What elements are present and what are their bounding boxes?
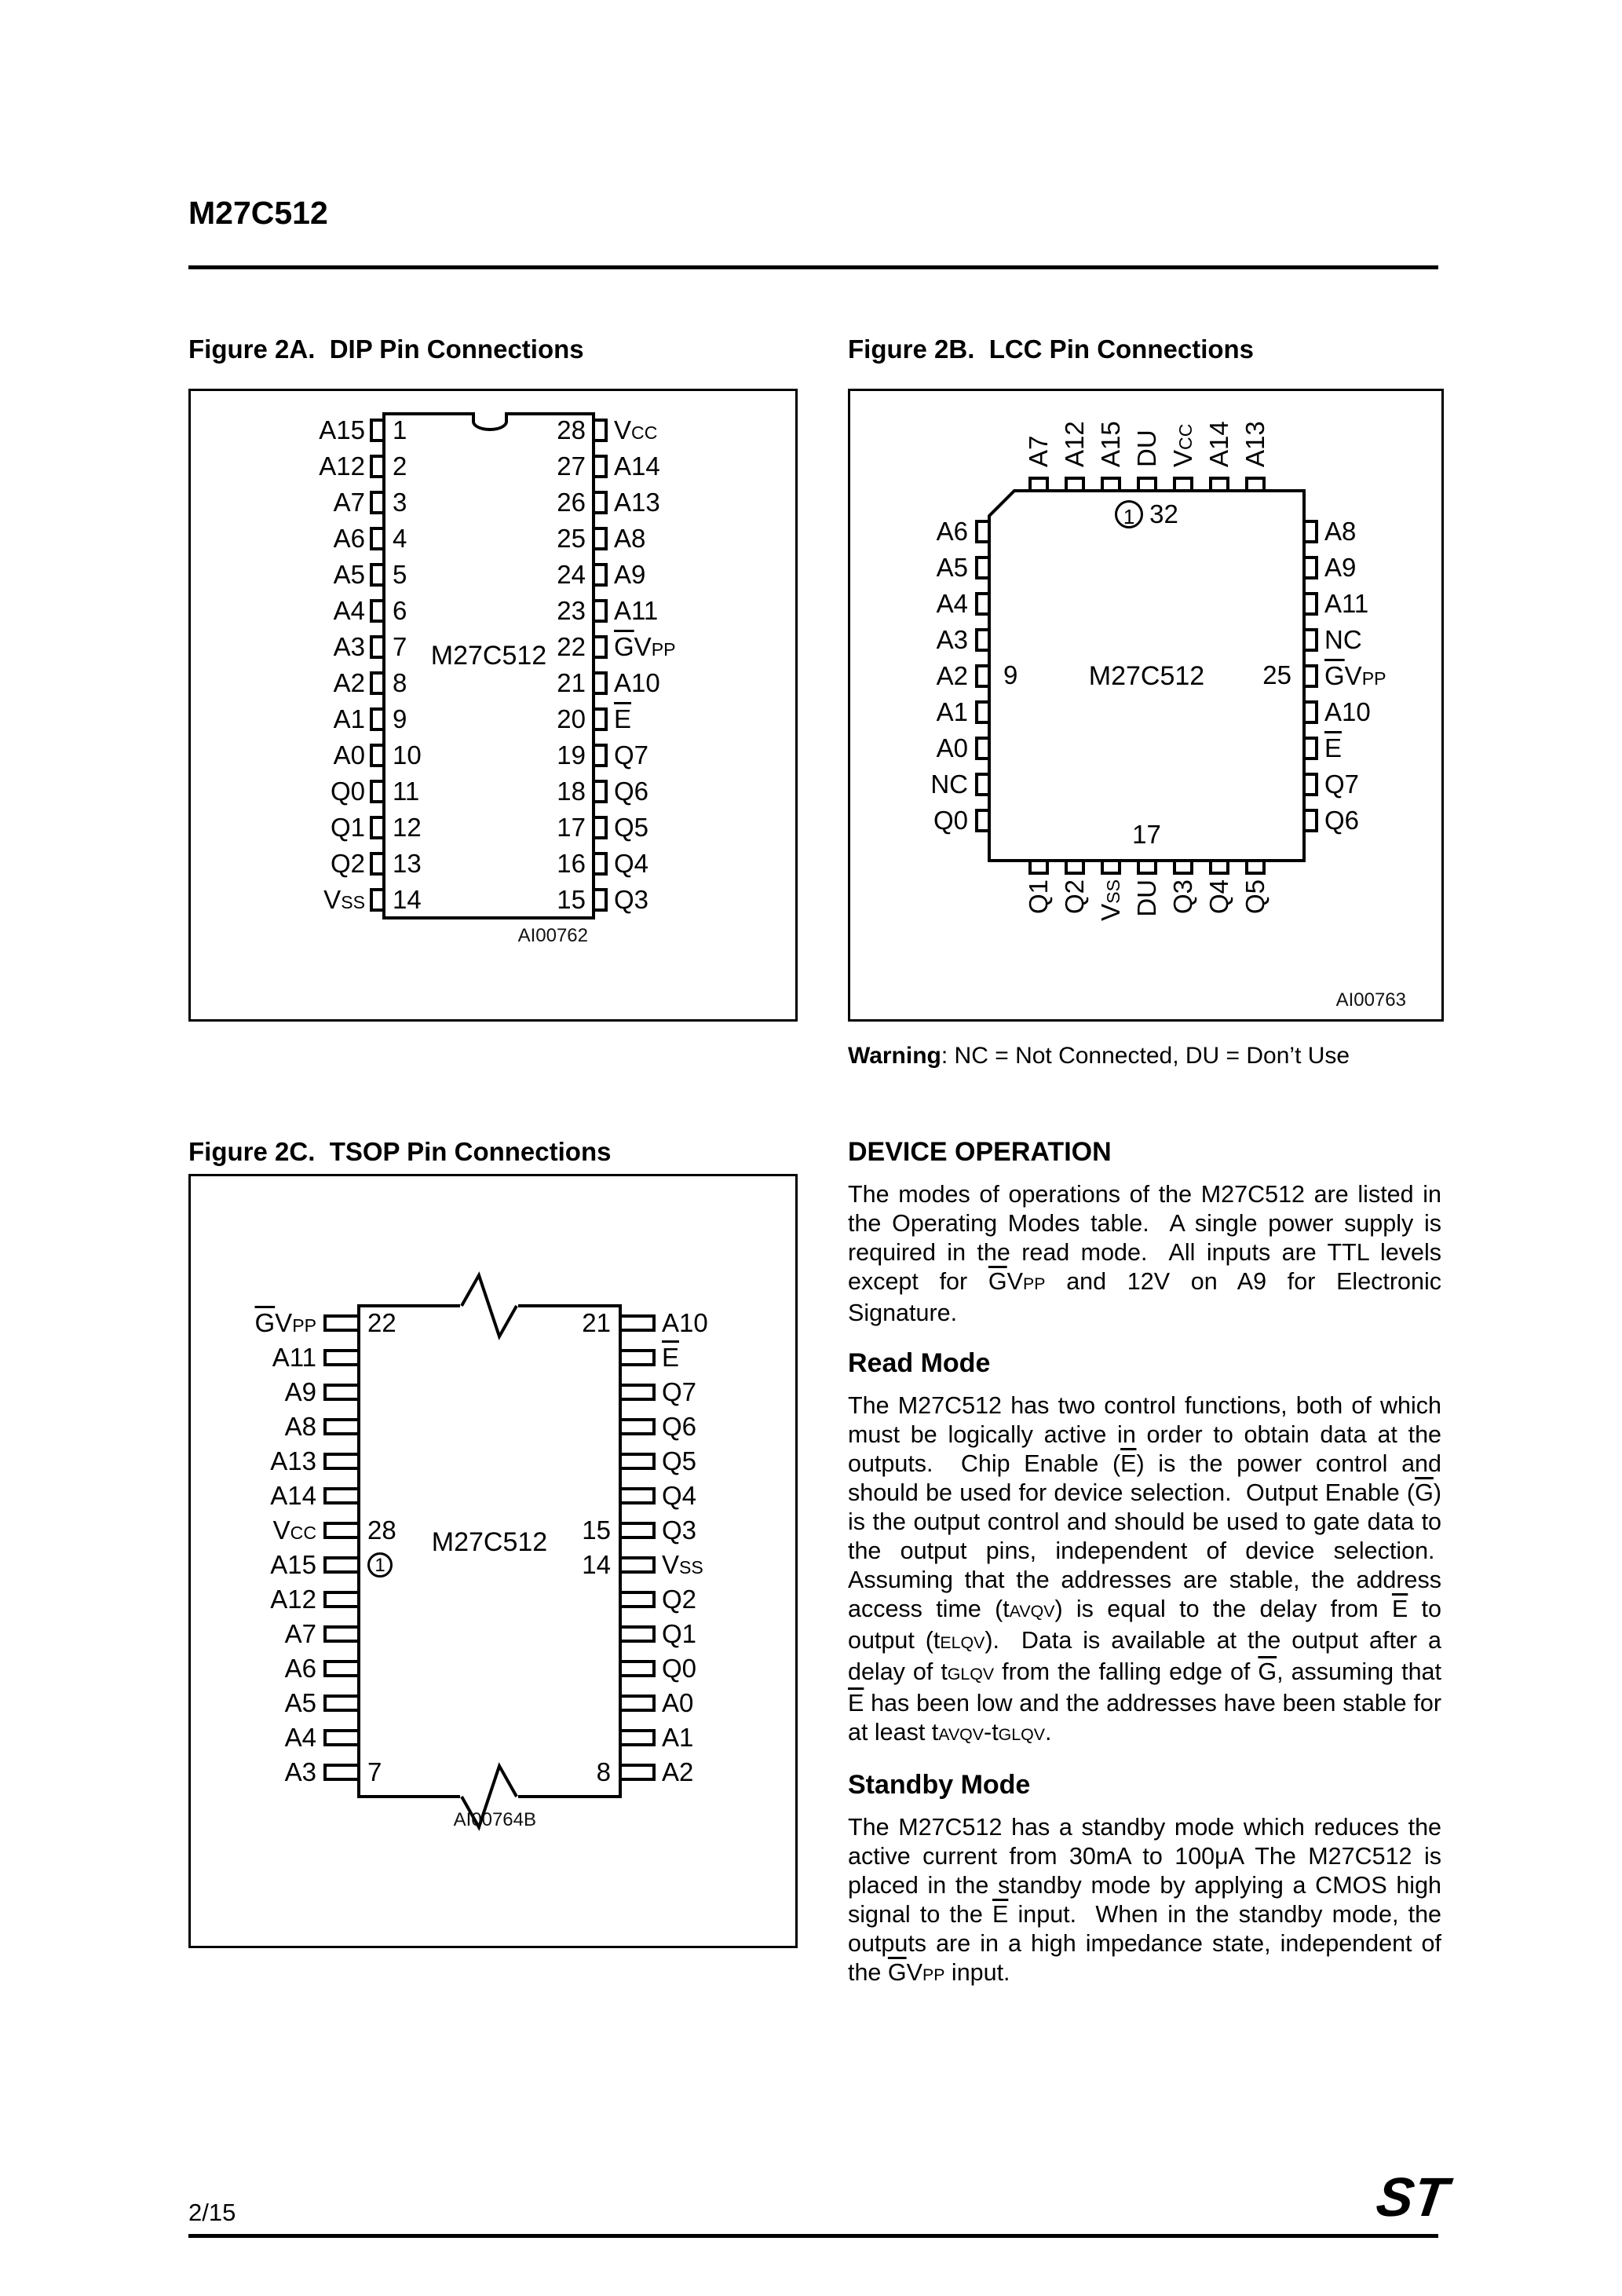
pin-label: Q7 <box>662 1377 697 1406</box>
pin-label: Q5 <box>1240 879 1269 915</box>
tsop-chip-name: M27C512 <box>431 1527 548 1557</box>
fig2c-caption: AI00764B <box>453 1809 536 1830</box>
pin-label: $\overline{G}VPP$ <box>1324 660 1386 690</box>
pin-stub-icon <box>595 635 608 659</box>
pin-label: Q0 <box>330 777 365 806</box>
pin-label: A11 <box>1324 588 1369 618</box>
pin-stub-icon <box>595 816 608 839</box>
pin-stub-icon <box>370 491 382 514</box>
pin-stub-icon <box>595 491 608 514</box>
pin-number: 26 <box>557 488 586 517</box>
warning-note: Warning: NC = Not Connected, DU = Don’t Use <box>848 1043 1350 1069</box>
pin-label: $\overline{G}VPP$ <box>614 632 676 661</box>
pin-stub-icon <box>1245 862 1266 875</box>
pin-label: Q6 <box>662 1412 697 1441</box>
dip-pin-row <box>191 412 795 448</box>
pin-number: 15 <box>557 885 586 914</box>
pin-label: Q2 <box>1059 879 1089 915</box>
svg-text:ST: ST <box>1372 2166 1452 2228</box>
pin-stub-icon <box>622 1660 656 1677</box>
pin-stub-icon <box>622 1729 656 1746</box>
pin-number <box>564 1720 611 1755</box>
pin-stub-icon <box>323 1591 357 1608</box>
pin-stub-icon <box>1245 477 1266 489</box>
pin-number: 19 <box>557 740 586 770</box>
pin-stub-icon <box>370 888 382 912</box>
pin-stub-icon <box>323 1625 357 1643</box>
section-heading: DEVICE OPERATION <box>848 1137 1112 1167</box>
pin-number: 5 <box>393 560 407 589</box>
pin-stub-icon <box>622 1384 656 1401</box>
pin-number <box>564 1409 611 1444</box>
pin-stub-icon <box>595 599 608 623</box>
pin-stub-icon <box>595 455 608 478</box>
pin-stub-icon <box>622 1349 656 1366</box>
pin-stub-icon <box>595 527 608 550</box>
pin-stub-icon <box>370 816 382 839</box>
pin-label: A13 <box>614 488 660 517</box>
pin-stub-icon <box>595 780 608 803</box>
fig2b-lcc-diagram <box>848 389 1444 1022</box>
pin-label: A1 <box>333 704 365 733</box>
pin-label: Q2 <box>662 1585 697 1614</box>
pin-label: A15 <box>1095 421 1125 467</box>
pin-label: VCC <box>272 1515 316 1545</box>
pin-label: Q1 <box>1023 879 1053 915</box>
pin-label: VCC <box>614 415 658 444</box>
st-logo <box>1369 2164 1452 2230</box>
pin-stub-icon <box>1209 862 1229 875</box>
pin-number: 13 <box>393 849 422 878</box>
pin-stub-icon <box>370 671 382 695</box>
pin-stub-icon <box>595 707 608 731</box>
pin-label: A15 <box>319 415 365 444</box>
pin-label: A7 <box>284 1619 316 1648</box>
pin-label: VSS <box>662 1550 703 1579</box>
pin-label: A4 <box>936 588 968 618</box>
pin-label: A10 <box>1324 696 1371 726</box>
pin-number <box>564 1651 611 1686</box>
fig2a-caption: AI00762 <box>517 925 588 946</box>
pin-label: Q2 <box>330 849 365 878</box>
pin-stub-icon <box>622 1625 656 1643</box>
pin-number <box>367 1409 430 1444</box>
pin-label: Q6 <box>614 777 649 806</box>
pin-number: 12 <box>393 813 422 842</box>
tsop-pin-row <box>191 1409 795 1444</box>
pin-number: 16 <box>557 849 586 878</box>
pin-label: A7 <box>1023 435 1053 467</box>
pin-number <box>367 1720 430 1755</box>
pin-stub-icon <box>622 1487 656 1504</box>
pin-number: 7 <box>367 1757 382 1786</box>
pin-stub-icon <box>622 1764 656 1781</box>
pin-label: A12 <box>1059 421 1089 467</box>
pin-stub-icon <box>595 419 608 442</box>
pin-stub-icon <box>1306 773 1318 796</box>
pin-stub-icon <box>323 1487 357 1504</box>
pin-stub-icon <box>323 1314 357 1332</box>
fig2b-caption: AI00763 <box>1335 989 1406 1011</box>
lcc-pin1-marker <box>988 499 1306 529</box>
pin-number <box>564 1444 611 1479</box>
pin-stub-icon <box>622 1453 656 1470</box>
pin-label: A3 <box>936 624 968 654</box>
pin-stub-icon <box>370 635 382 659</box>
tsop-pin-row <box>191 1340 795 1375</box>
pin-stub-icon <box>622 1591 656 1608</box>
pin-stub-icon <box>975 592 988 616</box>
dip-pin-row <box>191 448 795 484</box>
body-paragraph: The modes of operations of the M27C512 are listed in the Operating Modes table. A single power supply is required in the read mode. All inputs are TTL levels except for $\overline{G}VPP$ and 12V on A9 for Electronic Signature. <box>848 1181 1442 1326</box>
pin-label: VCC <box>1167 423 1197 467</box>
pin-label: Q5 <box>662 1446 697 1475</box>
header-rule <box>188 265 1438 269</box>
lcc-pin9-number: 9 <box>1003 660 1018 689</box>
pin-number: 6 <box>393 596 407 625</box>
pin-label: Q4 <box>1204 879 1233 915</box>
pin-number <box>367 1479 430 1513</box>
pin-label: A12 <box>319 452 365 481</box>
pin-stub-icon <box>975 773 988 796</box>
tsop-pin-row <box>191 1617 795 1651</box>
pin-label: Q4 <box>614 849 649 878</box>
pin-stub-icon <box>323 1556 357 1574</box>
pin-number <box>367 1617 430 1651</box>
pin-label: Q0 <box>933 805 968 835</box>
footer-rule <box>188 2234 1438 2238</box>
pin-stub-icon <box>323 1418 357 1435</box>
pin-label: A8 <box>1324 516 1357 546</box>
pin-label: A9 <box>614 560 646 589</box>
pin-stub-icon <box>595 852 608 876</box>
pin-label: A7 <box>333 488 365 517</box>
pin-number: 22 <box>367 1308 396 1337</box>
pin-stub-icon <box>595 888 608 912</box>
pin-label: A11 <box>614 596 659 625</box>
pin-label: A4 <box>284 1723 316 1752</box>
dip-pin-row <box>191 521 795 557</box>
pin-label: Q3 <box>662 1515 697 1545</box>
pin-label: A2 <box>662 1757 694 1786</box>
pin-label: $\overline{E}$ <box>1324 733 1343 762</box>
pin-stub-icon <box>1306 592 1318 616</box>
pin-label: A9 <box>1324 552 1357 582</box>
fig2a-dip-diagram <box>188 389 798 1022</box>
pin-label: A1 <box>936 696 968 726</box>
dip-pin-row <box>191 773 795 810</box>
dip-pin-row <box>191 701 795 737</box>
doc-title: M27C512 <box>188 195 328 231</box>
pin-stub-icon <box>323 1729 357 1746</box>
pin-number: 21 <box>582 1308 611 1337</box>
pin-label: A13 <box>1240 421 1269 467</box>
pin-stub-icon <box>1306 737 1318 760</box>
pin-number <box>367 1582 430 1617</box>
pin-number <box>564 1340 611 1375</box>
pin-stub-icon <box>622 1522 656 1539</box>
pin-number: 15 <box>582 1515 611 1545</box>
pin-number: 21 <box>557 668 586 697</box>
pin-number: 24 <box>557 560 586 589</box>
pin-label: VSS <box>1095 879 1125 921</box>
pin-stub-icon <box>1137 862 1157 875</box>
dip-pin-row <box>191 593 795 629</box>
pin-label: Q3 <box>614 885 649 914</box>
pin-stub-icon <box>1306 556 1318 579</box>
pin-number <box>564 1375 611 1409</box>
pin-stub-icon <box>622 1556 656 1574</box>
pin-number: 7 <box>393 632 407 661</box>
lcc-pin32-number: 32 <box>1149 499 1178 528</box>
pin-label: A8 <box>614 524 646 553</box>
pin-number: 28 <box>557 415 586 444</box>
tsop-pin-row <box>191 1306 795 1340</box>
tsop-pin-row <box>191 1755 795 1790</box>
pin-label: Q3 <box>1167 879 1197 915</box>
pin-stub-icon <box>975 520 988 543</box>
section-heading: Standby Mode <box>848 1770 1031 1800</box>
pin-label: A15 <box>270 1550 316 1579</box>
section-heading: Read Mode <box>848 1348 991 1378</box>
pin-label: Q1 <box>330 813 365 842</box>
tsop-pin-row <box>191 1444 795 1479</box>
pin-stub-icon <box>370 780 382 803</box>
pin-label: A1 <box>662 1723 694 1752</box>
pin-stub-icon <box>1306 700 1318 724</box>
dip-pin-row <box>191 557 795 593</box>
pin-label: VSS <box>323 885 365 914</box>
pin-number <box>564 1686 611 1720</box>
pin-label: A6 <box>284 1654 316 1683</box>
pin-stub-icon <box>370 563 382 587</box>
body-paragraph: The M27C512 has two control functions, both of which must be logically active in order to obtain data at the outputs. Chip Enable $(\overline{E})$ is the power control and should be used for device selection. Output Enable $(\overline{G})$ is the output control and should be used to gate data to the output pins, independent of device selection. Assuming that the addresses are stable, the address access time (tAVQV) is equal to the delay from $\overline{E}$ to output (tELQV). Data is available at the output after a delay of tGLQV from the falling edge of $\overline{G}$, assuming that $\overline{E}$ has been low and the addresses have been stable for at least tAVQV-tGLQV. <box>848 1392 1441 1746</box>
pin-stub-icon <box>1028 477 1049 489</box>
pin-stub-icon <box>1306 809 1318 832</box>
pin-stub-icon <box>370 852 382 876</box>
pin-label: A0 <box>333 740 365 770</box>
pin-number <box>367 1340 430 1375</box>
fig2c-title: Figure 2C. TSOP Pin Connections <box>188 1137 612 1166</box>
pin-label: Q4 <box>662 1481 697 1510</box>
fig2c-tsop-diagram <box>188 1174 798 1948</box>
pin-label: A4 <box>333 596 365 625</box>
pin-label: A5 <box>333 560 365 589</box>
pin-number: 11 <box>393 777 420 806</box>
dip-pin-row <box>191 737 795 773</box>
pin-stub-icon <box>323 1349 357 1366</box>
tsop-pin-row <box>191 1479 795 1513</box>
pin-number <box>564 1582 611 1617</box>
tsop-pin-row <box>191 1651 795 1686</box>
pin-label: Q7 <box>614 740 649 770</box>
pin-number: 10 <box>393 740 422 770</box>
pin-label: A0 <box>936 733 968 762</box>
pin-stub-icon <box>1209 477 1229 489</box>
pin-stub-icon <box>1137 477 1157 489</box>
pin-stub-icon <box>323 1695 357 1712</box>
dip-pin-row <box>191 882 795 918</box>
pin-stub-icon <box>975 556 988 579</box>
pin-label: Q1 <box>662 1619 697 1648</box>
device-operation-article <box>848 1137 1441 1998</box>
pin-number: 27 <box>557 452 586 481</box>
pin-label: A6 <box>333 524 365 553</box>
pin1-circle-icon: 1 <box>1115 500 1143 528</box>
pin-stub-icon <box>370 455 382 478</box>
pin-label: DU <box>1131 879 1161 917</box>
pin-label: A2 <box>936 660 968 690</box>
pin-label: Q5 <box>614 813 649 842</box>
pin-stub-icon <box>1306 664 1318 688</box>
pin-stub-icon <box>622 1695 656 1712</box>
pin-number <box>564 1617 611 1651</box>
pin-label: A14 <box>270 1481 316 1510</box>
dip-pin-row <box>191 810 795 846</box>
lcc-chip-name: M27C512 <box>1088 661 1205 691</box>
pin-label: A14 <box>1204 421 1233 467</box>
pin-stub-icon <box>1173 477 1193 489</box>
pin-label: A5 <box>936 552 968 582</box>
lcc-pin17-number: 17 <box>1132 820 1161 849</box>
pin-stub-icon <box>323 1660 357 1677</box>
pin-label: A14 <box>614 452 660 481</box>
body-paragraph: The M27C512 has a standby mode which reduces the active current from 30mA to 100μA The M27C512 is placed in the standby mode by applying a CMOS high signal to the $\overline{E}$ input. When in the standby mode, the outputs are in a high impedance state, independent of the $\overline{G}VPP$ input. <box>848 1814 1441 1986</box>
dip-pin-row <box>191 846 795 882</box>
pin-number: 14 <box>393 885 422 914</box>
fig2b-title: Figure 2B. LCC Pin Connections <box>848 335 1255 364</box>
pin-label: A5 <box>284 1688 316 1717</box>
pin-number: 2 <box>393 452 407 481</box>
fig2a-title: Figure 2A. DIP Pin Connections <box>188 335 584 364</box>
pin-stub-icon <box>975 809 988 832</box>
pin-stub-icon <box>595 671 608 695</box>
pin-stub-icon <box>1306 628 1318 652</box>
pin1-circle-icon: 1 <box>367 1552 393 1578</box>
pin-label: $\overline{E}$ <box>614 704 632 733</box>
lcc-pin25-number: 25 <box>1262 660 1291 689</box>
pin-stub-icon <box>323 1522 357 1539</box>
pin-stub-icon <box>622 1314 656 1332</box>
pin-stub-icon <box>323 1384 357 1401</box>
pin-label: A10 <box>614 668 660 697</box>
pin-stub-icon <box>370 419 382 442</box>
pin-label: A0 <box>662 1688 694 1717</box>
pin-number: 23 <box>557 596 586 625</box>
pin-number <box>564 1479 611 1513</box>
pin-label: A11 <box>272 1343 316 1372</box>
pin-number: 22 <box>557 632 586 661</box>
pin-number <box>367 1686 430 1720</box>
pin-label: $\overline{E}$ <box>662 1343 680 1372</box>
pin-number: 28 <box>367 1515 396 1545</box>
pin-stub-icon <box>595 744 608 767</box>
tsop-pin-row <box>191 1686 795 1720</box>
pin-stub-icon <box>370 744 382 767</box>
pin-label: NC <box>1324 624 1362 654</box>
pin-stub-icon <box>1306 520 1318 543</box>
pin-number: 8 <box>596 1757 611 1786</box>
pin-stub-icon <box>370 599 382 623</box>
pin-stub-icon <box>1065 477 1085 489</box>
pin-label: A3 <box>333 632 365 661</box>
pin-label: Q6 <box>1324 805 1360 835</box>
pin-number: 8 <box>393 668 407 697</box>
pin-number: 14 <box>582 1550 611 1579</box>
pin-stub-icon <box>975 628 988 652</box>
pin-label: DU <box>1131 430 1161 467</box>
pin-number: 3 <box>393 488 407 517</box>
pin-number: 20 <box>557 704 586 733</box>
pin-label: A9 <box>284 1377 316 1406</box>
pin-label: A3 <box>284 1757 316 1786</box>
pin-number <box>367 1375 430 1409</box>
dip-chip-name: M27C512 <box>430 641 547 671</box>
page-number: 2/15 <box>188 2199 236 2226</box>
pin-label: A8 <box>284 1412 316 1441</box>
tsop-pin-row <box>191 1720 795 1755</box>
pin-label: A6 <box>936 516 968 546</box>
pin-stub-icon <box>975 664 988 688</box>
pin-label: $\overline{G}VPP$ <box>254 1308 316 1337</box>
pin-label: Q0 <box>662 1654 697 1683</box>
pin-stub-icon <box>370 707 382 731</box>
pin-number: 17 <box>557 813 586 842</box>
pin-stub-icon <box>1173 862 1193 875</box>
pin-number <box>367 1444 430 1479</box>
pin-stub-icon <box>975 737 988 760</box>
pin-stub-icon <box>1065 862 1085 875</box>
pin-label: A10 <box>662 1308 708 1337</box>
pin-label: A2 <box>333 668 365 697</box>
pin-label: A13 <box>270 1446 316 1475</box>
dip-pin-row <box>191 484 795 521</box>
pin-number: 1 <box>393 415 407 444</box>
pin-stub-icon <box>595 563 608 587</box>
tsop-pin-row <box>191 1375 795 1409</box>
pin-number <box>367 1651 430 1686</box>
pin-label: A12 <box>270 1585 316 1614</box>
pin-label: Q7 <box>1324 769 1360 799</box>
pin-stub-icon <box>1028 862 1049 875</box>
pin-number: 25 <box>557 524 586 553</box>
pin-stub-icon <box>1101 477 1121 489</box>
pin-label: NC <box>930 769 968 799</box>
pin-stub-icon <box>323 1453 357 1470</box>
pin-number: 18 <box>557 777 586 806</box>
pin-stub-icon <box>622 1418 656 1435</box>
tsop-pin-row <box>191 1582 795 1617</box>
pin-stub-icon <box>975 700 988 724</box>
pin-number: 9 <box>393 704 407 733</box>
pin-number: 4 <box>393 524 407 553</box>
pin-stub-icon <box>1101 862 1121 875</box>
pin-stub-icon <box>370 527 382 550</box>
pin-stub-icon <box>323 1764 357 1781</box>
